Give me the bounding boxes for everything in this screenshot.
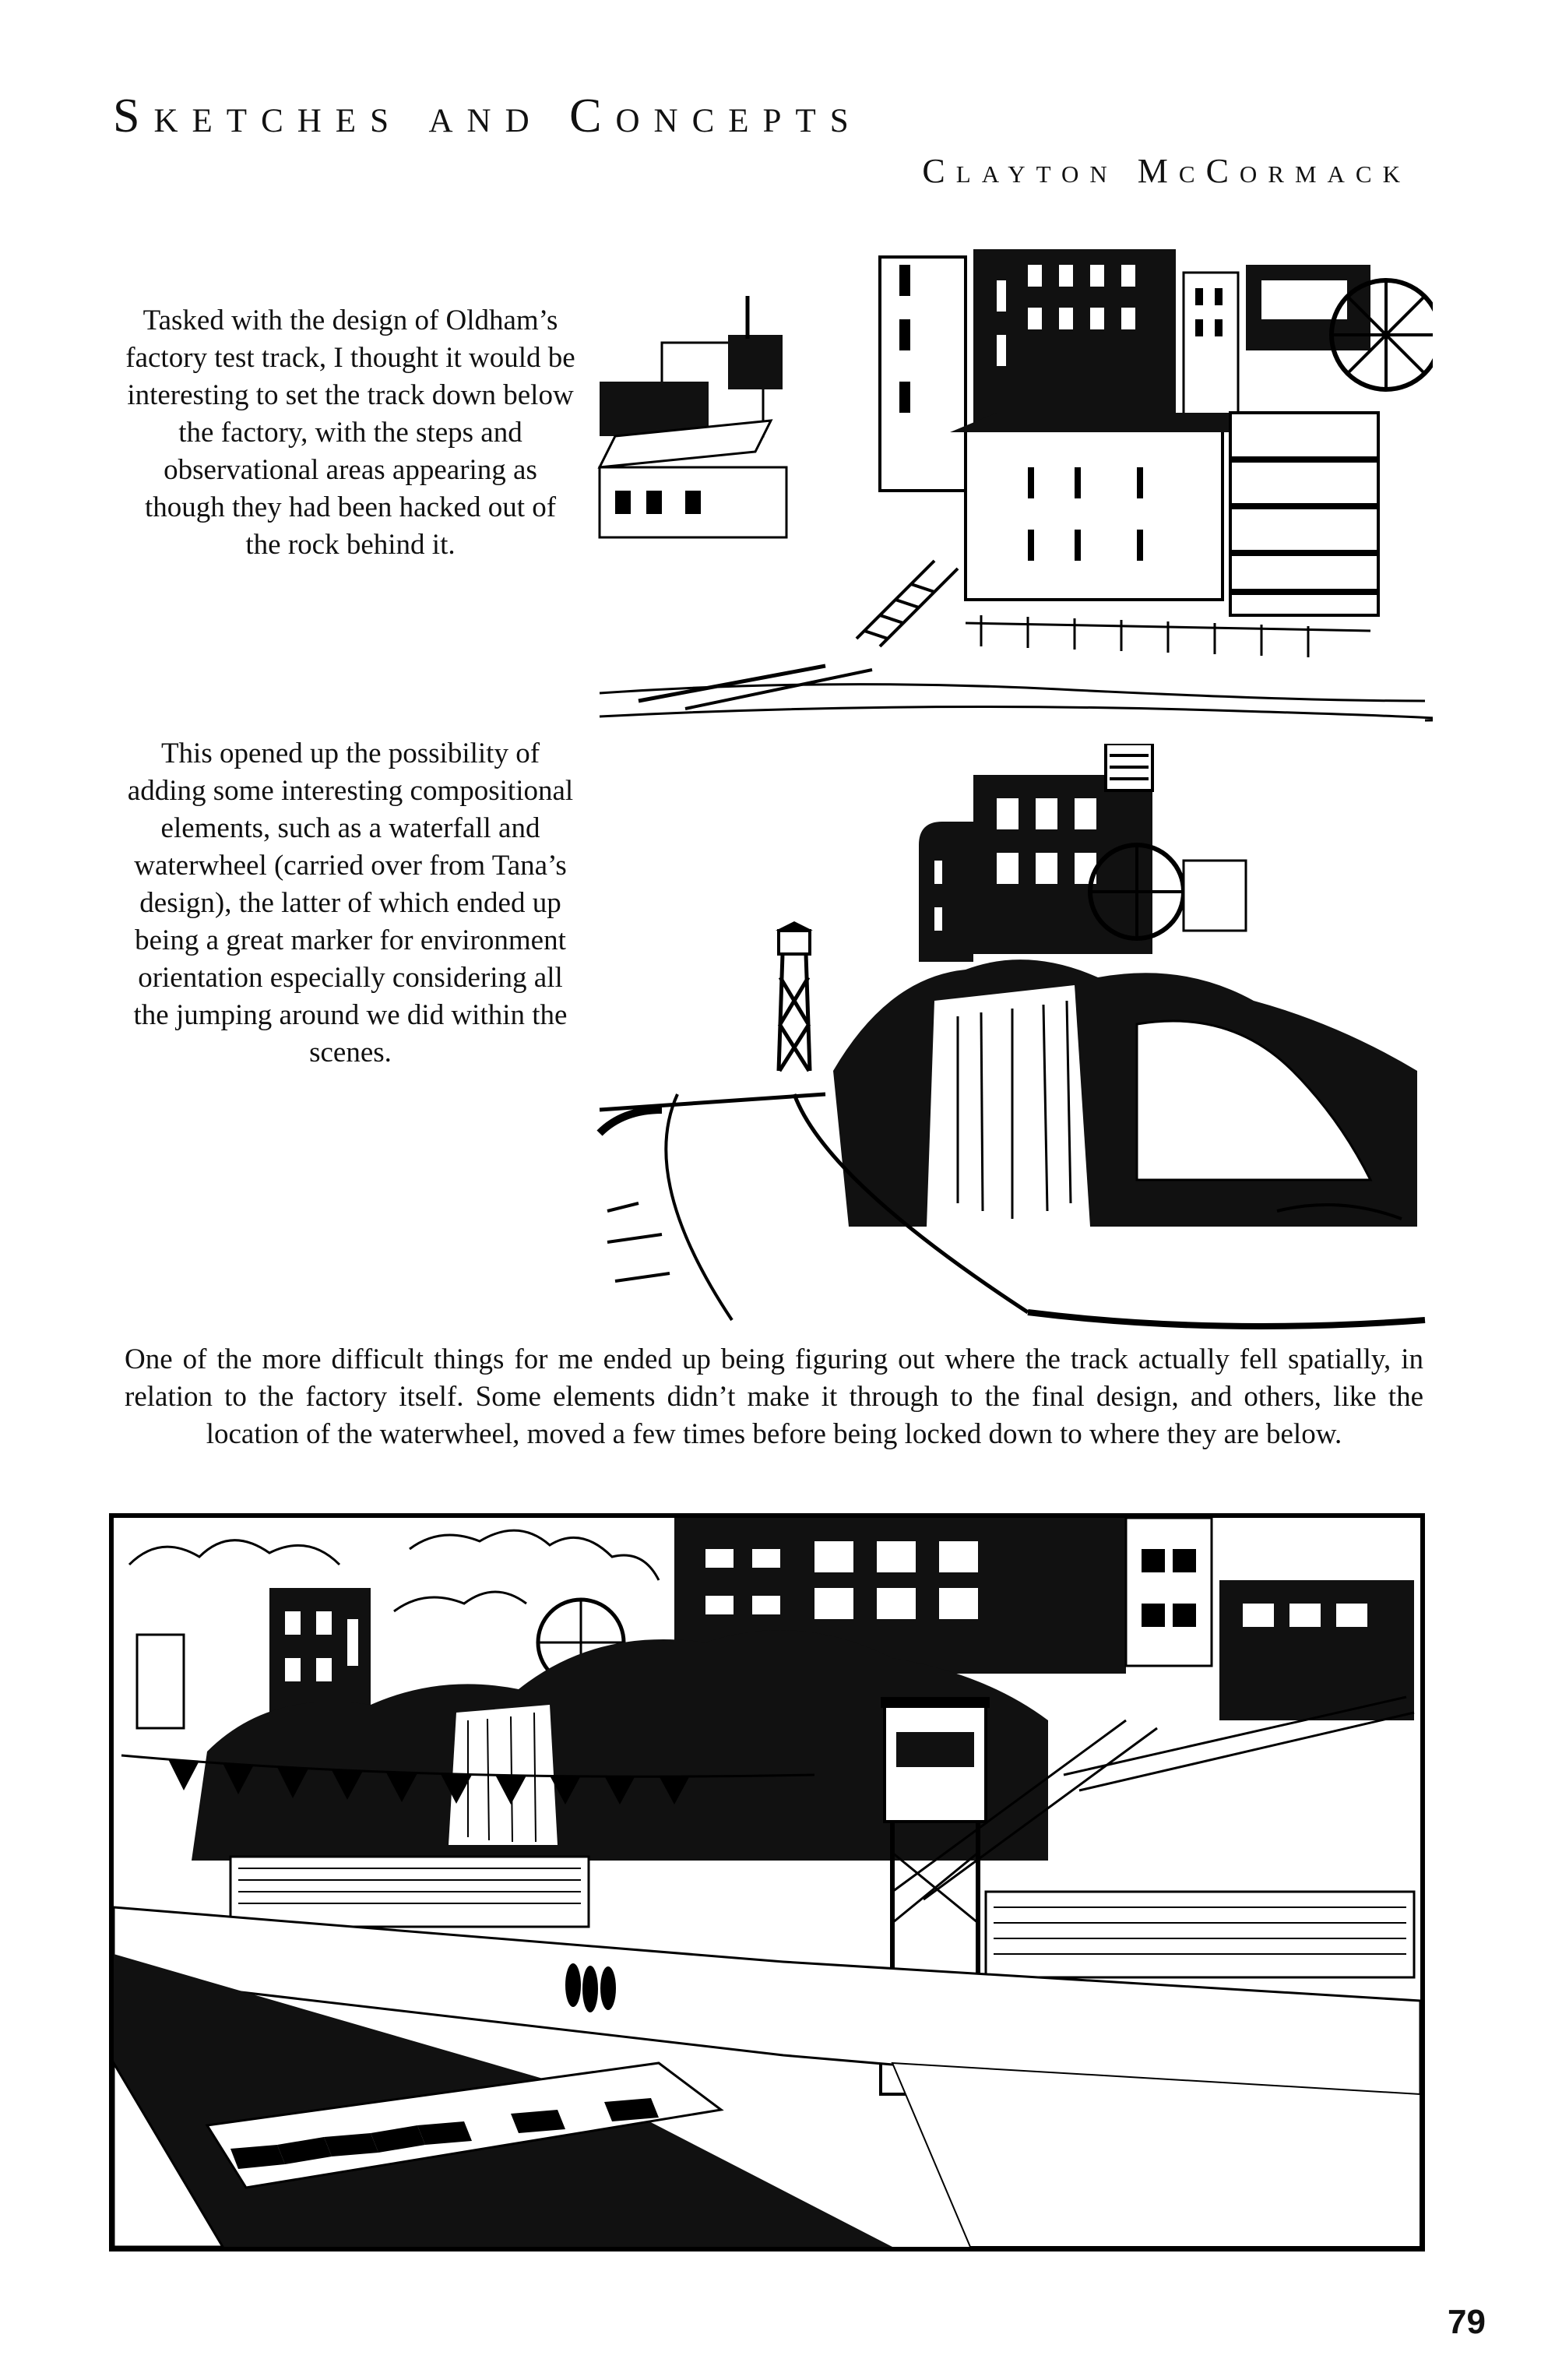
waterfall-sketch-2 [592,744,1433,1336]
page-title: Sketches and Concepts [113,90,863,143]
final-track-illustration [109,1513,1425,2251]
factory-sketch-1 [592,234,1433,732]
paragraph-factory-track: Tasked with the design of Oldham’s factory test track, I thought it would be interesting to set the track down below the factory, with the steps and observational areas appearing as though they had been hacked out of the rock behind it. [125,305,575,561]
author-name: Clayton McCormack [922,152,1411,190]
paragraph-track-placement: One of the more difficult things for me ended up being figuring out where the track actually fell spatially, in relation to the factory itself. Some elements didn’t make it through to the final design, and others, like the location of the waterwheel, moved a few times before being locked down to where they are below. [125,1343,1423,1450]
paragraph-waterwheel: This opened up the possibility of adding some interesting compositional elements, such as a waterfall and waterwheel (carried over from Tana’s design), the latter of which ended up being a great marker for environment orientation especially considering all the jumping around we did within the scenes. [127,738,574,1069]
page-number: 79 [1448,2303,1486,2341]
